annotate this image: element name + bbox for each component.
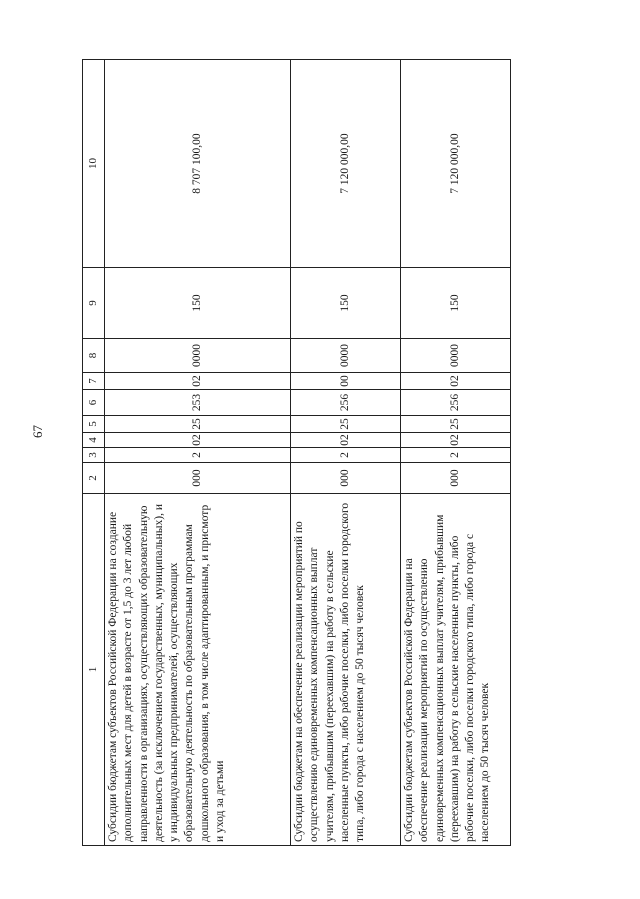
code-cell: 256: [291, 390, 401, 416]
row-description: Субсидии бюджетам субъектов Российской Федерации на обеспечение реализации мероприятий по осуществлению единовременных компенсационных выплат учителям, прибывшим (переехавшим) на работу в сельские населенные пункты, либо рабочие поселки, либо поселки городского типа, либо города с населением до 50 тысяч человек: [401, 494, 511, 846]
header-cell: 1: [83, 494, 105, 846]
amount-cell: 7 120 000,00: [291, 60, 401, 268]
header-cell: 5: [83, 416, 105, 433]
budget-table: [82, 59, 511, 846]
amount-cell: 7 120 000,00: [401, 60, 511, 268]
code-cell: 02: [105, 433, 291, 448]
row-description: Субсидии бюджетам на обеспечение реализации мероприятий по осуществлению единовременных компенсационных выплат учителям, прибывшим (переехавшим) на работу в сельские населенные пункты, либо рабочие поселки, либо поселки городского типа, либо города с населением до 50 тысяч человек: [291, 494, 401, 846]
header-cell: 10: [83, 60, 105, 268]
code-cell: 253: [105, 390, 291, 416]
code-cell: 0000: [291, 339, 401, 373]
budget-table-rotated: [82, 60, 507, 846]
code-cell: 02: [291, 433, 401, 448]
code-cell: 150: [105, 268, 291, 339]
code-cell: 02: [105, 373, 291, 390]
code-cell: 25: [291, 416, 401, 433]
table-row: [401, 60, 511, 846]
code-cell: 000: [105, 463, 291, 494]
header-row: [83, 60, 105, 846]
code-cell: 2: [105, 448, 291, 463]
header-cell: 9: [83, 268, 105, 339]
code-cell: 25: [105, 416, 291, 433]
code-cell: 00: [291, 373, 401, 390]
header-cell: 7: [83, 373, 105, 390]
header-cell: 8: [83, 339, 105, 373]
code-cell: 2: [291, 448, 401, 463]
code-cell: 25: [401, 416, 511, 433]
code-cell: 256: [401, 390, 511, 416]
header-cell: 2: [83, 463, 105, 494]
code-cell: 0000: [105, 339, 291, 373]
table-row: [105, 60, 291, 846]
header-cell: 6: [83, 390, 105, 416]
code-cell: 02: [401, 373, 511, 390]
header-cell: 4: [83, 433, 105, 448]
code-cell: 0000: [401, 339, 511, 373]
code-cell: 000: [291, 463, 401, 494]
header-cell: 3: [83, 448, 105, 463]
row-description: Субсидии бюджетам субъектов Российской Федерации на создание дополнительных мест для детей в возрасте от 1,5 до 3 лет любой направленности в организациях, осуществляющих образовательную деятельность (за исключением государственных, муниципальных), и у индивидуальных предпринимателей, осуществляющих образовательную деятельность по образовательным программам дошкольного образования, в том числе адаптированным, и присмотр и уход за детьми: [105, 494, 291, 846]
code-cell: 02: [401, 433, 511, 448]
amount-cell: 8 707 100,00: [105, 60, 291, 268]
code-cell: 000: [401, 463, 511, 494]
table-row: [291, 60, 401, 846]
code-cell: 150: [291, 268, 401, 339]
page-number: 67: [30, 425, 45, 438]
code-cell: 150: [401, 268, 511, 339]
code-cell: 2: [401, 448, 511, 463]
